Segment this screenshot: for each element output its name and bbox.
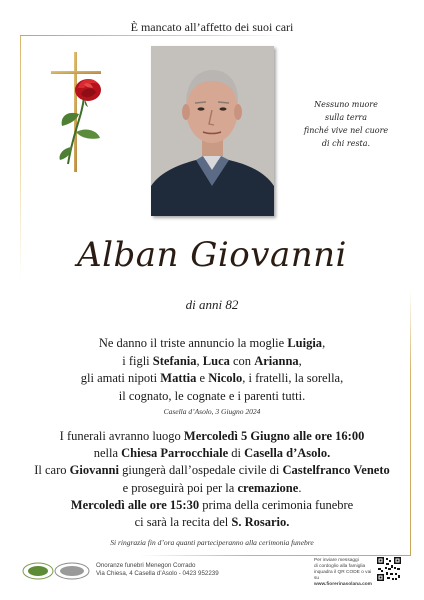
memorial-quote <box>286 98 406 150</box>
portrait-photo <box>151 46 274 216</box>
funeral-details <box>20 428 404 531</box>
gold-frame-bottom <box>140 555 411 556</box>
announcement-line: i figli Stefania, Luca con Arianna, <box>122 353 302 368</box>
company-address: Via Chiesa, 4 Casella d’Asolo - 0423 952239 <box>96 570 219 577</box>
gold-frame-top <box>20 35 285 36</box>
quote-line: di chi resta. <box>321 139 371 148</box>
quote-line: sulla terra <box>324 113 368 122</box>
qr-code-icon[interactable] <box>376 556 402 582</box>
gold-frame-right <box>410 290 411 555</box>
company-info <box>96 562 219 578</box>
condolence-line: di cordoglio alla famiglia <box>314 564 366 569</box>
announcement-text <box>30 335 394 405</box>
company-logos-icon <box>22 562 92 580</box>
funeral-line: e proseguirà poi per la cremazione. <box>122 480 302 495</box>
announcement-line: gli amati nipoti Mattia e Nicolo, i fratelli, la sorella, <box>80 371 344 385</box>
funeral-line: Mercoledì alle ore 15:30 prima della cerimonia funebre <box>70 497 354 512</box>
condolence-line: inquadra il QR CODE o vai su <box>314 570 372 581</box>
funeral-line: Il caro Giovanni giungerà dall’ospedale civile di Castelfranco Veneto <box>34 463 390 478</box>
funeral-line: nella Chiesa Parrocchiale di Casella d’Asolo. <box>93 446 331 461</box>
announcement-line: il cognato, le cognate e i parenti tutti. <box>118 388 306 403</box>
deceased-name: Alban Giovanni <box>77 235 347 275</box>
condolence-line: Per inviare messaggi <box>314 558 359 563</box>
header-text: È mancato all’affetto dei suoi cari <box>130 20 294 34</box>
quote-line: Nessuno muore <box>314 100 378 109</box>
thanks-note: Si ringrazia fin d’ora quanti parteciperanno alla cerimonia funebre <box>110 538 314 547</box>
condolence-note <box>314 558 374 588</box>
place-date: Casella d’Asolo, 3 Giugno 2024 <box>163 407 261 416</box>
company-name: Onoranze funebri Menegon Corrado <box>96 562 196 569</box>
website-link[interactable]: www.fiorerinasolana.com <box>314 582 372 587</box>
cross-with-rose-icon <box>48 52 110 172</box>
quote-line: finché vive nel cuore <box>303 126 389 135</box>
announcement-line: Ne danno il triste annuncio la moglie Luigia, <box>98 336 326 350</box>
funeral-line: I funerali avranno luogo Mercoledì 5 Giugno alle ore 16:00 <box>59 429 365 443</box>
deceased-age: di anni 82 <box>185 297 239 312</box>
funeral-line: ci sarà la recita del S. Rosario. <box>134 515 290 530</box>
